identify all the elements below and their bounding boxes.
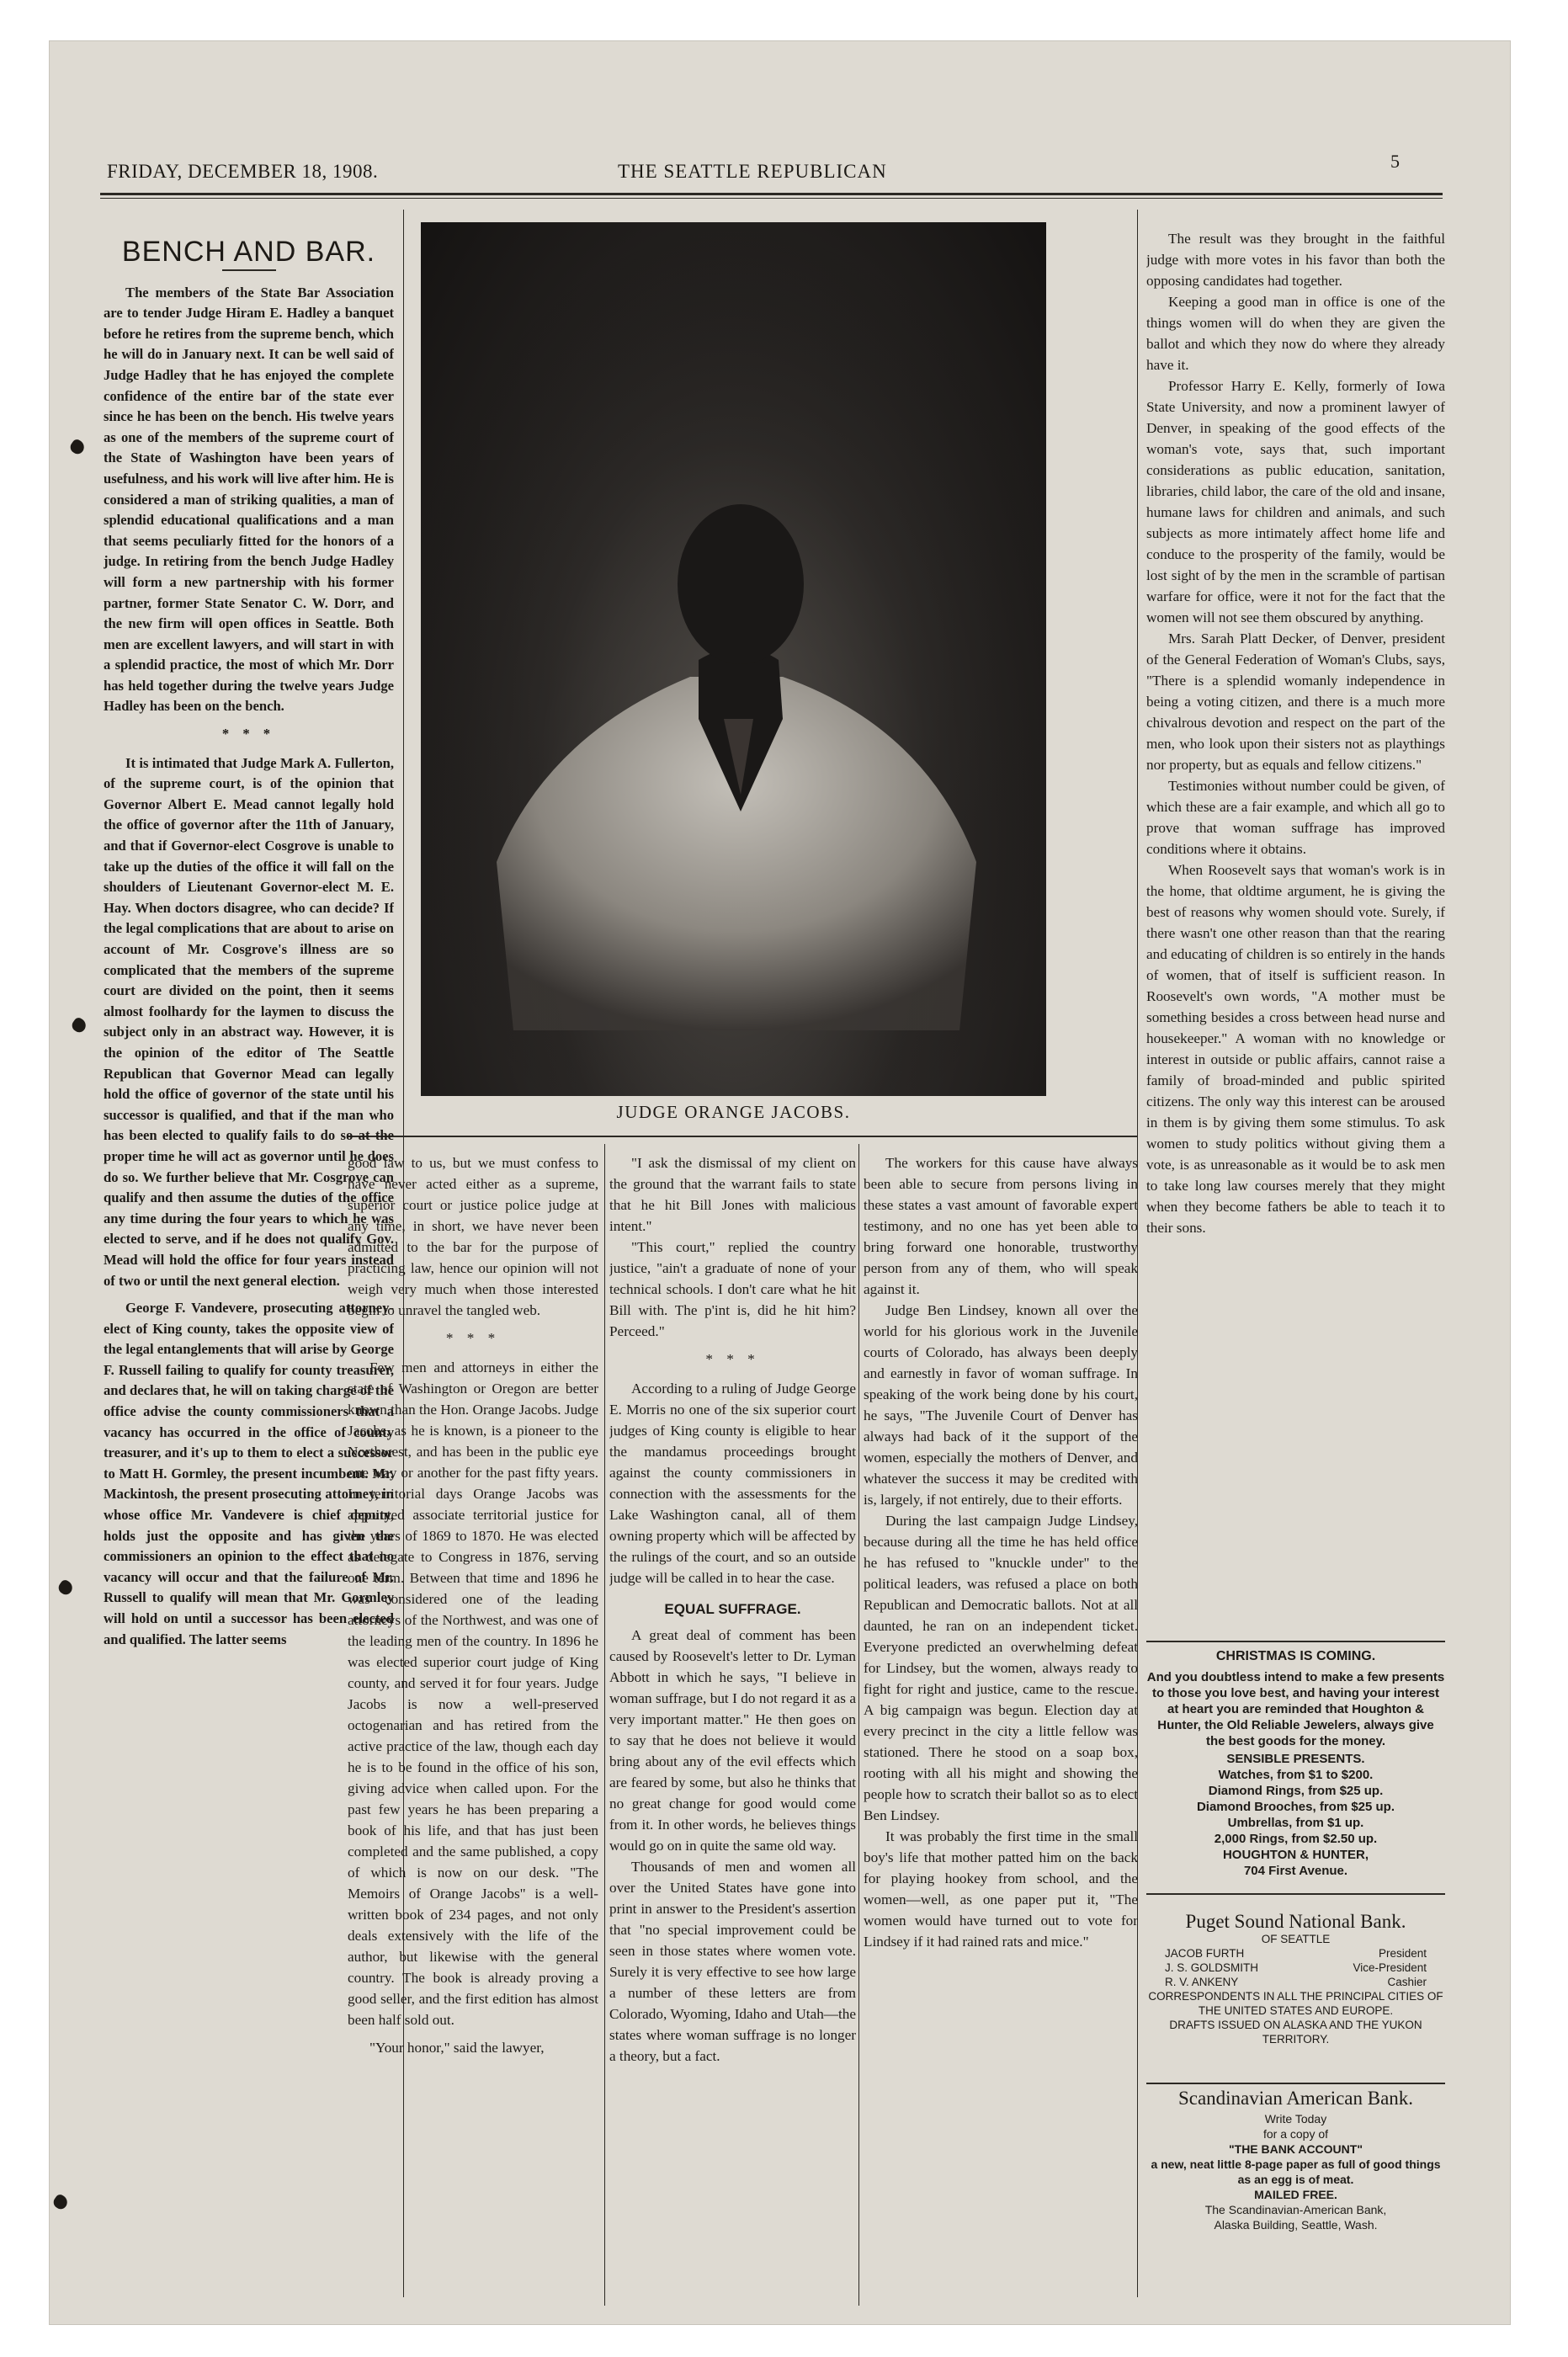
heading-rule bbox=[222, 269, 276, 271]
ad-address: Alaska Building, Seattle, Wash. bbox=[1214, 2218, 1378, 2232]
photo-caption: JUDGE ORANGE JACOBS. bbox=[616, 1102, 851, 1122]
article-paragraph: The result was they brought in the faithful judge with more votes in his favor than both the opposing candidates had together. bbox=[1146, 231, 1445, 289]
ad-firm: HOUGHTON & HUNTER, bbox=[1222, 1848, 1369, 1862]
christmas-advertisement bbox=[1146, 1645, 1445, 1889]
article-paragraph: The workers for this cause have always been able to secure from persons living in these states a vast amount of favorable expert testimony, and no one has yet been able to bring forward one honorable, trustworthy person from any of them, who will speak against it. bbox=[864, 1155, 1138, 1297]
ad-heading: Puget Sound National Bank. bbox=[1185, 1911, 1406, 1932]
ad-heading: Scandinavian American Bank. bbox=[1177, 2088, 1414, 2109]
article-paragraph: Mrs. Sarah Platt Decker, of Denver, president of the General Federation of Woman's Clubs, says, "There is a splendid womanly independence in being a voting citizen, and there is a much more chivalrous devotion and respect on the part of the men, who look upon their sisters not as playthings nor property, but as equals and fellow citizens." bbox=[1146, 630, 1445, 773]
officer-row bbox=[1146, 1975, 1445, 1989]
separator: * * * bbox=[221, 726, 276, 742]
ad-heading: CHRISTMAS IS COMING. bbox=[1215, 1649, 1376, 1663]
ad-line: DRAFTS ISSUED ON ALASKA AND THE YUKON TERRITORY. bbox=[1169, 2019, 1422, 2046]
ad-item: Diamond Rings, from $25 up. bbox=[1208, 1784, 1384, 1798]
article-paragraph: It was probably the first time in the small boy's life that mother patted him on the back for playing hookey from school, and the women—well, as one paper put it, "The women would have turned out to vote for Lindsey if it had rained rats and mice." bbox=[864, 1828, 1138, 1950]
ad-line: for a copy of bbox=[1262, 2127, 1329, 2141]
scandinavian-bank-advertisement bbox=[1146, 2088, 1445, 2310]
ad-rule bbox=[1146, 2083, 1445, 2084]
separator: * * * bbox=[705, 1351, 760, 1367]
masthead-rule-thin bbox=[100, 198, 1443, 199]
officer-role: Vice-President bbox=[1353, 1961, 1427, 1974]
ad-line: Write Today bbox=[1264, 2112, 1327, 2126]
article-paragraph: "This court," replied the country justice, "ain't a graduate of none of your technical schools. I don't care what he hit Bill with. The p'int is, did he hit him? Perceed." bbox=[609, 1239, 856, 1339]
ad-item: Diamond Brooches, from $25 up. bbox=[1196, 1800, 1395, 1814]
officer-role: President bbox=[1378, 1947, 1427, 1960]
newspaper-title: THE SEATTLE REPUBLICAN bbox=[618, 161, 887, 182]
article-paragraph: Professor Harry E. Kelly, formerly of Iowa State University, and now a prominent lawyer of Denver, in speaking of the good effects of the woman's vote, says that, such important considerations as public education, sanitation, libraries, child labor, the care of the old and insane, humane laws for children and animals, and such subjects as more intimately affect home life and conduce to the prosperity of the family, would be lost sight of by the men in the scramble of partisan warfare for office, were it not for the fact that the women will not see them obscured by anything. bbox=[1146, 378, 1445, 625]
caption-rule bbox=[348, 1136, 1137, 1137]
portrait-photo bbox=[421, 222, 1046, 1096]
article-paragraph: A great deal of comment has been caused by Roosevelt's letter to Dr. Lyman Abbott in which he says, "I believe in woman suffrage, but I do not regard it as a very important matter." He then goes on to say that he does not believe it would bring about any of the evil effects which are feared by some, but also he thinks that no great change for good would come from it. In other words, he believes things would go on in quite the same old way. bbox=[609, 1627, 856, 1854]
ad-subheading: SENSIBLE PRESENTS. bbox=[1226, 1752, 1365, 1766]
article-paragraph: The members of the State Bar Association are to tender Judge Hiram E. Hadley a banquet before he retires from the supreme bench, which he will do in January next. It can be well said of Judge Hadley that he has enjoyed the complete confidence of the entire bar of the state ever since he has been on the bench. His twelve years as one of the members of the supreme court of the State of Washington have been years of usefulness, and his work will live after him. He is considered a man of striking qualities, a man of splendid educational qualifications and a man that seems peculiarly fitted for the honors of a judge. In retiring from the bench Judge Hadley will form a new partnership with his former partner, former State Senator C. W. Dorr, and the new firm will open offices in Seattle. Both men are excellent lawyers, and will start in with a splendid practice, the most of which Mr. Dorr has held together during the twelve years Judge Hadley has been on the bench. bbox=[104, 284, 394, 715]
ad-item: Umbrellas, from $1 up. bbox=[1227, 1816, 1364, 1830]
masthead-rule bbox=[100, 193, 1443, 195]
jacobs-article-column bbox=[348, 1152, 598, 2310]
ad-item: Watches, from $1 to $200. bbox=[1218, 1768, 1374, 1782]
portrait-figure bbox=[421, 222, 1046, 1096]
newspaper-page bbox=[49, 40, 1511, 2325]
ad-rule bbox=[1146, 1641, 1445, 1642]
section-heading: BENCH AND BAR. bbox=[121, 236, 376, 268]
officer-role: Cashier bbox=[1387, 1976, 1427, 1988]
ad-bank: The Scandinavian-American Bank, bbox=[1204, 2203, 1387, 2216]
officer-name: JACOB FURTH bbox=[1165, 1947, 1245, 1960]
ad-title: "THE BANK ACCOUNT" bbox=[1229, 2142, 1363, 2156]
article-paragraph: Testimonies without number could be given, of which these are a fair example, and which all go to prove that woman suffrage has improved conditions where it obtains. bbox=[1146, 778, 1445, 857]
equal-suffrage-heading: EQUAL SUFFRAGE. bbox=[664, 1601, 801, 1617]
ad-mailed: MAILED FREE. bbox=[1254, 2188, 1337, 2201]
officer-row bbox=[1146, 1946, 1445, 1961]
article-paragraph: "Your honor," said the lawyer, bbox=[369, 2040, 545, 2056]
suffrage-column-2 bbox=[864, 1152, 1138, 2310]
article-paragraph: When Roosevelt says that woman's work is in the home, that oldtime argument, he is giving the best of reasons why women should vote. Surely, if there wasn't one other reason than that the rearing and educating of children is so entirely in the hands of women, that of itself is sufficient reason. In Roosevelt's own words, "A mother must be something besides a cross between head nurse and housekeeper." A woman with no knowledge or interest in outside or public affairs, cannot raise a family of broad-minded and public spirited citizens. The only way this interest can be aroused in them is by giving them some stimulus. To ask women to study politics without giving them a vote, is as unreasonable as it would be to ask men to take long law courses merely that they might when they become fathers be able to teach it to their sons. bbox=[1146, 862, 1445, 1236]
masthead bbox=[50, 41, 1510, 226]
ad-body: And you doubtless intend to make a few presents to those you love best, and having your interest at heart you are reminded that Houghton & Hunter, the Old Reliable Jewelers, always give the best goods for the money. bbox=[1146, 1670, 1445, 1748]
ad-rule bbox=[1146, 1893, 1445, 1895]
suffrage-column-3 bbox=[1146, 228, 1445, 1638]
issue-date: FRIDAY, DECEMBER 18, 1908. bbox=[107, 161, 379, 182]
ad-item: 2,000 Rings, from $2.50 up. bbox=[1214, 1832, 1378, 1846]
officer-row bbox=[1146, 1961, 1445, 1975]
article-paragraph: "I ask the dismissal of my client on the ground that the warrant fails to state that he hit Bill Jones with malicious intent." bbox=[609, 1155, 856, 1234]
column-rule bbox=[604, 1144, 605, 2306]
puget-sound-bank-advertisement bbox=[1146, 1911, 1445, 2074]
page-number: 5 bbox=[1390, 151, 1400, 172]
article-paragraph: Thousands of men and women all over the United States have gone into print in answer to the President's assertion that "no special improvement could be seen in those states where women vote. Surely it is very effective to see how large a number of these letters are from Colorado, Wyoming, Idaho and Utah—the states where woman suffrage is no longer a theory, but a fact. bbox=[609, 1859, 856, 2064]
ad-line: CORRESPONDENTS IN ALL THE PRINCIPAL CITIES OF THE UNITED STATES AND EUROPE. bbox=[1148, 1990, 1443, 2017]
suffrage-column-1 bbox=[609, 1152, 856, 2310]
article-paragraph: During the last campaign Judge Lindsey, because during all the time he has held office he has refused to "knuckle under" to the political leaders, was refused a place on both Republican and Democratic ballots. Not at all daunted, he ran on an independent ticket. Everyone predicted an overwhelming defeat for Lindsey, but the women, always ready to fight for right and justice, came to the rescue. A big campaign was begun. Election day at every precinct in the city a little fellow was stationed. There he stood on a soap box, rooting with all his might and showing the people how to scratch their ballot so as to elect Ben Lindsey. bbox=[864, 1513, 1138, 1823]
separator: * * * bbox=[445, 1330, 501, 1346]
ad-desc: a new, neat little 8-page paper as full of good things as an egg is of meat. bbox=[1151, 2157, 1441, 2186]
article-paragraph: According to a ruling of Judge George E. Morris no one of the six superior court judges of King county is eligible to hear the mandamus proceedings brought against the county commissioners in connection with the assessments for the Lake Washington canal, all of them owning property which will be affected by the rulings of the court, and so an outside judge will be called in to hear the case. bbox=[609, 1381, 856, 1586]
article-paragraph: Judge Ben Lindsey, known all over the world for his glorious work in the Juvenile courts of Colorado, has always been deeply and earnestly in favor of woman suffrage. In speaking of the work being done by his court, he says, "The Juvenile Court of Denver has always had back of it the support of the women, especially the mothers of Denver, and whatever the success it may be credited with is, largely, if not entirely, due to their efforts. bbox=[864, 1302, 1138, 1508]
article-paragraph: Keeping a good man in office is one of the things women will do when they are given the ballot and which they now do where they already have it. bbox=[1146, 294, 1445, 373]
column-rule bbox=[858, 1144, 859, 2306]
article-paragraph: Few men and attorneys in either the state of Washington or Oregon are better known than the Hon. Orange Jacobs. Judge Jacobs, as he is known, is a pioneer to the Northwest, and has been in the public eye one way or another for the past fifty years. In territorial days Orange Jacobs was appointed associate territorial justice for the years of 1869 to 1870. He was elected as delegate to Congress in 1876, serving one term. Between that time and 1896 he was considered one of the leading attorneys of the Northwest, and was one of the leading men of the country. In 1896 he was elected superior court judge of King county, and served it for four years. Judge Jacobs is now a well-preserved octogenarian and has retired from the active practice of the law, though each day he is to be found in the office of his son, giving advice when called upon. For the past few years he has been preparing a book of his life, and that has just been completed and the same published, a copy of which is now on our desk. "The Memoirs of Orange Jacobs" is a well-written book of 234 pages, and not only deals extensively with the life of the author, but likewise with the general country. The book is already proving a good seller, and the first edition has almost been half sold out. bbox=[348, 1359, 598, 2028]
article-paragraph: It is intimated that Judge Mark A. Fullerton, of the supreme court, is of the opinion that Governor Albert E. Mead cannot legally hold the office of governor after the 11th of January, and that if Governor-elect Cosgrove is unable to take up the duties of the office it will fall on the shoulders of Lieutenant Governor-elect M. E. Hay. When doctors disagree, who can decide? If the legal complications that are about to arise on account of Mr. Cosgrove's illness are so complicated that the members of the supreme court are divided on the point, then it seems almost foolhardy for the laymen to discuss the subject only in an abstract way. However, it is the opinion of the editor of The Seattle Republican that Governor Mead can legally hold the office of governor of the state until his successor is qualified, and that if the man who has been elected to qualify fails to do so at the proper time he will act as governor until he does do so. We further believe that Mr. Cosgrove can qualify and then assume the duties of the office any time during the four years to which he was elected to serve, and if he does not qualify Gov. Mead will hold the office for four years instead of two or until the next general election. bbox=[104, 754, 394, 1289]
officer-name: J. S. GOLDSMITH bbox=[1165, 1961, 1259, 1974]
article-paragraph: good law to us, but we must confess to have never acted either as a supreme, superior court or justice police judge at any time, in short, we have never been admitted to the bar for the purpose of practicing law, hence our opinion will not weigh very much when those interested begin to unravel the tangled web. bbox=[348, 1155, 598, 1318]
ad-city: OF SEATTLE bbox=[1261, 1933, 1331, 1945]
article-paragraph: George F. Vandevere, prosecuting attorney-elect of King county, takes the opposite view of the legal entanglements that will arise by George F. Russell failing to qualify for county treasurer, and declares that, he will on taking charge of the office advise the county commissioners that a vacancy has occurred in the office of county treasurer, and it's up to them to elect a successor to Matt H. Gormley, the present incumbent. Mr. Mackintosh, the present prosecuting attorney, in whose office Mr. Vandevere is chief deputy, holds just the opposite and has given the commissioners an opinion to the effect that no vacancy will occur and that the failure of Mr. Russell to qualify will mean that Mr. Gormley will hold on until a successor has been elected and qualified. The latter seems bbox=[104, 1300, 394, 1647]
officer-name: R. V. ANKENY bbox=[1165, 1976, 1239, 1988]
ad-address: 704 First Avenue. bbox=[1243, 1864, 1348, 1878]
